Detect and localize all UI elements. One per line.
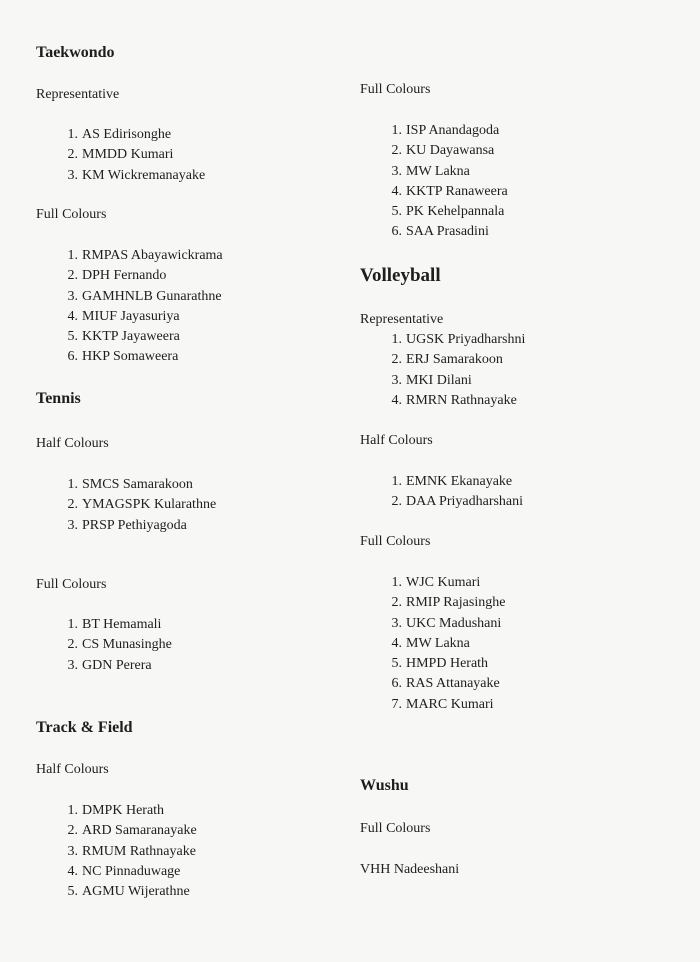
list-item-name: KU Dayawansa	[406, 143, 495, 159]
list-item-name: MW Lakna	[406, 163, 470, 179]
list-item-number: 3.	[391, 615, 402, 631]
list-item	[58, 882, 197, 902]
list-item-name: MARC Kumari	[406, 696, 494, 712]
list-item-number: 6.	[391, 224, 402, 240]
list-item-number: 2.	[391, 143, 402, 159]
list-item-number: 4.	[67, 863, 78, 879]
list-item-name: PK Kehelpannala	[406, 204, 505, 220]
list-item-number: 1.	[67, 127, 78, 142]
list-item-name: AS Edirisonghe	[82, 127, 172, 142]
list-item-number: 4.	[391, 392, 402, 408]
list-item-number: 4.	[391, 635, 402, 651]
list-item-number: 2.	[67, 268, 78, 284]
list-item	[382, 391, 525, 411]
list-item-name: EMNK Ekanayake	[406, 474, 513, 489]
list-taekwondo-full-colours-continued	[382, 121, 508, 243]
list-item	[58, 145, 205, 165]
list-item-number: 2.	[391, 595, 402, 611]
list-item-number: 6.	[67, 349, 78, 365]
list-item-number: 4.	[391, 183, 402, 199]
list-tennis-half-colours	[58, 475, 216, 536]
list-item	[58, 516, 216, 536]
list-track-field-half-colours	[58, 801, 197, 902]
category-half-colours: Half Colours	[36, 436, 109, 451]
list-item-number: 5.	[391, 204, 402, 220]
list-item	[382, 350, 525, 370]
list-item-name: GAMHNLB Gunarathne	[82, 288, 222, 304]
list-item-name: RMPAS Abayawickrama	[82, 248, 223, 263]
list-item-number: 2.	[391, 352, 402, 368]
list-item-number: 1.	[67, 803, 78, 818]
list-item-number: 5.	[391, 656, 402, 672]
list-item	[382, 162, 508, 182]
list-item-number: 1.	[67, 248, 78, 263]
list-item	[58, 347, 223, 367]
category-full-colours: Full Colours	[36, 577, 107, 592]
list-item-number: 2.	[67, 823, 78, 839]
list-item	[382, 472, 523, 492]
list-item-name: RMUM Rathnayake	[82, 843, 196, 859]
list-tennis-full-colours	[58, 615, 172, 676]
list-item-number: 1.	[391, 332, 402, 347]
list-item-number: 2.	[391, 494, 402, 510]
list-item-number: 3.	[67, 843, 78, 859]
list-item-number: 4.	[67, 308, 78, 324]
list-item-name: UGSK Priyadharshni	[406, 332, 526, 347]
sport-heading-taekwondo: Taekwondo	[36, 44, 115, 61]
list-item	[382, 593, 505, 613]
category-half-colours: Half Colours	[36, 762, 109, 777]
list-taekwondo-full-colours	[58, 246, 223, 368]
list-item-name: BT Hemamali	[82, 617, 162, 632]
list-item-name: SAA Prasadini	[406, 224, 489, 240]
list-item-name: YMAGSPK Kularathne	[82, 497, 217, 513]
list-item-name: HMPD Herath	[406, 656, 489, 672]
list-item-name: PRSP Pethiyagoda	[82, 517, 187, 533]
category-full-colours: Full Colours	[360, 534, 431, 549]
list-item-name: UKC Madushani	[406, 615, 502, 631]
list-item-number: 3.	[67, 167, 78, 183]
list-item-name: WJC Kumari	[406, 575, 481, 590]
list-item-number: 3.	[67, 288, 78, 304]
list-item-name: ISP Anandagoda	[406, 123, 500, 138]
list-item	[58, 287, 223, 307]
list-item-number: 1.	[67, 617, 78, 632]
list-item-number: 1.	[391, 474, 402, 489]
list-item	[58, 307, 223, 327]
list-item	[58, 495, 216, 515]
category-representative: Representative	[36, 87, 120, 102]
list-item	[58, 862, 197, 882]
list-item-name: KM Wickremanayake	[82, 167, 206, 183]
category-full-colours: Full Colours	[36, 207, 107, 222]
list-taekwondo-representative	[58, 125, 205, 186]
list-item	[382, 695, 505, 715]
list-item	[58, 166, 205, 186]
list-item-name: RMIP Rajasinghe	[406, 595, 506, 611]
list-item	[382, 654, 505, 674]
list-item	[58, 842, 197, 862]
list-item-number: 3.	[67, 517, 78, 533]
list-item-number: 3.	[391, 163, 402, 179]
list-item	[382, 330, 525, 350]
list-item	[58, 246, 223, 266]
list-item	[382, 634, 505, 654]
list-item	[58, 125, 205, 145]
list-item-name: MW Lakna	[406, 635, 470, 651]
list-item	[58, 475, 216, 495]
list-item-number: 2.	[67, 147, 78, 163]
list-item-name: KKTP Ranaweera	[406, 183, 508, 199]
list-item-name: ARD Samaranayake	[82, 823, 197, 839]
list-item-name: HKP Somaweera	[82, 349, 179, 365]
category-full-colours: Full Colours	[360, 82, 431, 97]
list-item-name: RMRN Rathnayake	[406, 392, 517, 408]
list-item-number: 6.	[391, 676, 402, 692]
list-item	[58, 801, 197, 821]
list-item-name: MMDD Kumari	[82, 147, 174, 163]
list-item	[382, 202, 508, 222]
list-item-name: CS Munasinghe	[82, 637, 172, 653]
list-item	[382, 141, 508, 161]
list-item-number: 5.	[67, 884, 78, 900]
list-item-name: DPH Fernando	[82, 268, 167, 284]
list-item	[58, 821, 197, 841]
sport-heading-volleyball: Volleyball	[360, 265, 441, 286]
list-item-name: AGMU Wijerathne	[82, 884, 190, 900]
list-item-name: RAS Attanayake	[406, 676, 500, 692]
list-item	[382, 121, 508, 141]
list-item	[382, 371, 525, 391]
list-item-number: 3.	[391, 372, 402, 388]
list-item-name: MKI Dilani	[406, 372, 472, 388]
list-item	[58, 266, 223, 286]
list-volleyball-representative	[382, 330, 525, 411]
list-item-number: 5.	[67, 329, 78, 345]
wushu-member: VHH Nadeeshani	[360, 862, 460, 877]
sport-heading-wushu: Wushu	[360, 777, 409, 794]
list-item-number: 1.	[67, 477, 78, 492]
category-representative: Representative	[360, 312, 444, 327]
list-item-name: ERJ Samarakoon	[406, 352, 503, 368]
list-item-number: 2.	[67, 637, 78, 653]
list-item	[58, 615, 172, 635]
sport-heading-tennis: Tennis	[36, 390, 81, 407]
list-volleyball-half-colours	[382, 472, 523, 513]
list-item	[382, 222, 508, 242]
list-item	[382, 614, 505, 634]
list-item-number: 7.	[391, 696, 402, 712]
list-item-name: GDN Perera	[82, 657, 152, 673]
list-item-name: MIUF Jayasuriya	[82, 308, 180, 324]
list-item-number: 3.	[67, 657, 78, 673]
list-item	[382, 492, 523, 512]
list-item	[382, 182, 508, 202]
list-volleyball-full-colours	[382, 573, 505, 715]
category-half-colours: Half Colours	[360, 433, 433, 448]
list-item	[58, 656, 172, 676]
list-item	[382, 674, 505, 694]
sport-heading-track-field: Track & Field	[36, 719, 133, 736]
list-item-number: 1.	[391, 123, 402, 138]
list-item-name: SMCS Samarakoon	[82, 477, 193, 492]
list-item	[382, 573, 505, 593]
list-item-name: DAA Priyadharshani	[406, 494, 524, 510]
list-item	[58, 327, 223, 347]
list-item	[58, 635, 172, 655]
list-item-name: DMPK Herath	[82, 803, 165, 818]
list-item-number: 2.	[67, 497, 78, 513]
list-item-name: NC Pinnaduwage	[82, 863, 181, 879]
list-item-name: KKTP Jayaweera	[82, 329, 180, 345]
category-full-colours: Full Colours	[360, 821, 431, 836]
list-item-number: 1.	[391, 575, 402, 590]
